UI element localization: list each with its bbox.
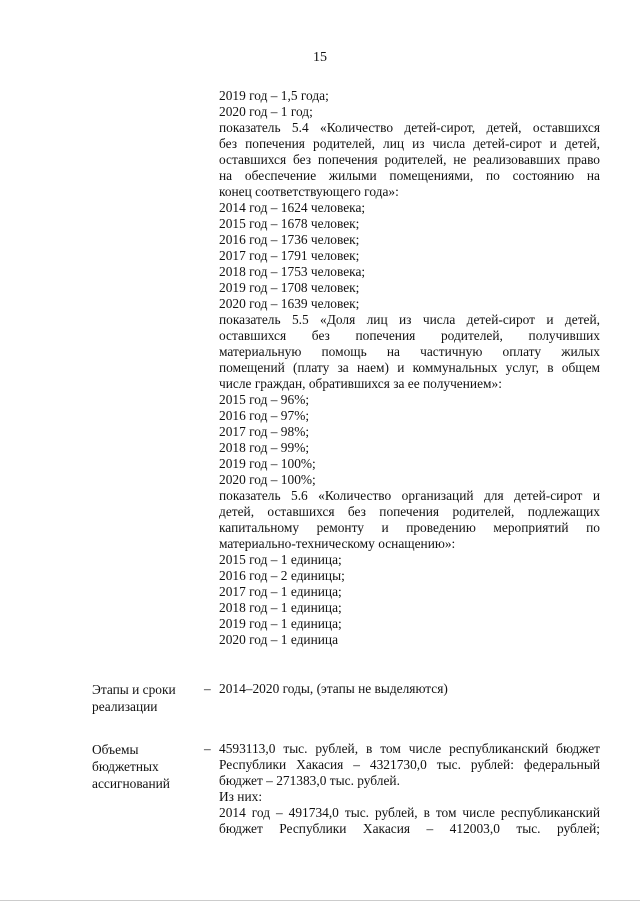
budget-label — [92, 741, 192, 792]
stages-text: 2014–2020 годы, (этапы не выделяются) — [219, 681, 448, 696]
text-line: капитальному ремонту и проведению мероприятий по — [219, 520, 600, 535]
text-line: 2014 год – 491734,0 тыс. рублей, в том числе республиканский — [219, 805, 600, 820]
text-line: 2019 год – 1 единица; — [219, 616, 342, 631]
stages-dash: – — [204, 681, 211, 696]
text-line: бюджет – 271383,0 тыс. рублей. — [219, 773, 400, 788]
text-line: 2020 год – 1 год; — [219, 104, 313, 119]
text-line: 2016 год – 97%; — [219, 408, 310, 423]
text-line: показатель 5.4 «Количество детей-сирот, детей, оставшихся — [219, 120, 600, 135]
text-line: на обеспечение жилыми помещениями, по состоянию на — [219, 168, 600, 183]
text-line: показатель 5.6 «Количество организаций для детей-сирот и — [219, 488, 600, 503]
text-line: материальную помощь на частичную оплату жилых — [219, 344, 600, 359]
text-line: 2020 год – 1 единица — [219, 632, 339, 647]
budget-label-line: ассигнований — [92, 776, 170, 791]
stages-label — [92, 681, 192, 715]
text-line: числе граждан, обратившихся за ее получением»: — [219, 376, 502, 391]
stages-label-line: реализации — [92, 699, 158, 714]
text-line: бюджет Республики Хакасия – 412003,0 тыс. рублей; — [219, 821, 600, 836]
text-line: 2019 год – 1708 человек; — [219, 280, 360, 295]
text-line: 2018 год – 1753 человека; — [219, 264, 366, 279]
text-line: 2018 год – 1 единица; — [219, 600, 342, 615]
indicators-continuation — [219, 88, 600, 648]
text-line: 4593113,0 тыс. рублей, в том числе республиканский бюджет — [219, 741, 600, 756]
text-line: 2014 год – 1624 человека; — [219, 200, 366, 215]
text-line: оставшихся без попечения родителей, получивших — [219, 328, 600, 343]
budget-text — [219, 741, 600, 837]
text-line: показатель 5.5 «Доля лиц из числа детей-сирот и детей, — [219, 312, 600, 327]
text-line: 2015 год – 1 единица; — [219, 552, 342, 567]
text-line: без попечения родителей, лиц из числа детей-сирот и детей, — [219, 136, 600, 151]
text-line: 2017 год – 98%; — [219, 424, 310, 439]
text-line: детей, оставшихся без попечения родителей, подлежащих — [219, 504, 600, 519]
text-line: 2019 год – 1,5 года; — [219, 88, 329, 103]
page-number: 15 — [313, 50, 327, 65]
text-line: материально-техническому оснащению»: — [219, 536, 456, 551]
text-line: помещений (плату за наем) и коммунальных услуг, в общем — [219, 360, 600, 375]
stages-label-line: Этапы и сроки — [92, 682, 176, 697]
budget-label-line: бюджетных — [92, 759, 159, 774]
text-line: оставшихся без попечения родителей, не реализовавших право — [219, 152, 600, 167]
text-line: 2015 год – 96%; — [219, 392, 310, 407]
text-line: 2020 год – 1639 человек; — [219, 296, 360, 311]
text-line: конец соответствующего года»: — [219, 184, 399, 199]
budget-dash: – — [204, 741, 211, 756]
text-line: 2015 год – 1678 человек; — [219, 216, 360, 231]
text-line: 2016 год – 2 единицы; — [219, 568, 345, 583]
text-line: 2020 год – 100%; — [219, 472, 316, 487]
page-bottom-edge — [0, 900, 640, 901]
text-line: Из них: — [219, 789, 263, 804]
budget-label-line: Объемы — [92, 742, 139, 757]
text-line: Республики Хакасия – 4321730,0 тыс. рублей: федеральный — [219, 757, 600, 772]
text-line: 2018 год – 99%; — [219, 440, 310, 455]
text-line: 2017 год – 1 единица; — [219, 584, 342, 599]
text-line: 2016 год – 1736 человек; — [219, 232, 360, 247]
text-line: 2019 год – 100%; — [219, 456, 316, 471]
text-line: 2017 год – 1791 человек; — [219, 248, 360, 263]
